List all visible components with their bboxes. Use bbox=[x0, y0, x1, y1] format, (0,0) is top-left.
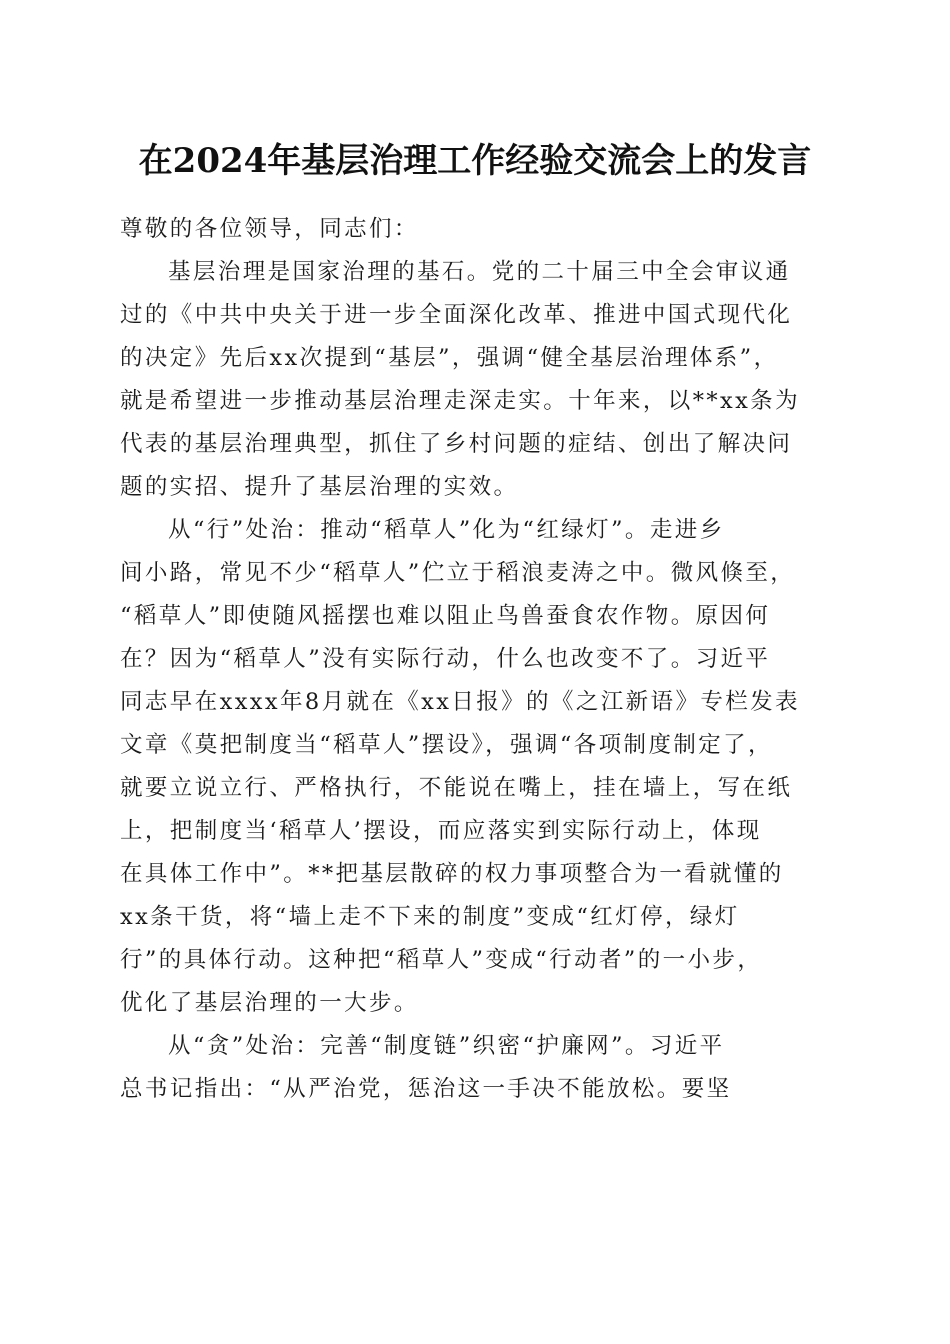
paragraph-line: 上，把制度当‘稻草人’摆设，而应落实到实际行动上，体现 bbox=[120, 818, 762, 844]
paragraph-line: 代表的基层治理典型，抓住了乡村问题的症结、创出了解决问 bbox=[120, 431, 793, 457]
paragraph-line: 就要立说立行、严格执行，不能说在嘴上，挂在墙上，写在纸 bbox=[120, 775, 793, 801]
paragraph-line: 的决定》先后xx次提到“基层”，强调“健全基层治理体系”， bbox=[120, 345, 779, 371]
paragraph-line: 在？因为“稻草人”没有实际行动，什么也改变不了。习近平 bbox=[120, 646, 771, 672]
paragraph-line: 从“行”处治：推动“稻草人”化为“红绿灯”。走进乡 bbox=[168, 517, 725, 543]
paragraph-line: 文章《莫把制度当“稻草人”摆设》，强调“各项制度制定了， bbox=[120, 732, 773, 758]
paragraph-line: “稻草人”即使随风摇摆也难以阻止鸟兽蚕食农作物。原因何 bbox=[120, 603, 771, 629]
paragraph-line: 基层治理是国家治理的基石。党的二十届三中全会审议通 bbox=[168, 259, 791, 285]
document-body bbox=[120, 208, 840, 1111]
paragraph-line: 在具体工作中”。**把基层散碎的权力事项整合为一看就懂的 bbox=[120, 861, 784, 887]
paragraph-line: 从“贪”处治：完善“制度链”织密“护廉网”。习近平 bbox=[168, 1033, 725, 1059]
paragraph-line: 总书记指出：“从严治党，惩治这一手决不能放松。要坚 bbox=[120, 1076, 732, 1102]
document-title: 在2024年基层治理工作经验交流会上的发言 bbox=[138, 141, 812, 181]
paragraph-line: 题的实招、提升了基层治理的实效。 bbox=[120, 474, 519, 500]
paragraph-line: 过的《中共中央关于进一步全面深化改革、推进中国式现代化 bbox=[120, 302, 793, 328]
salutation: 尊敬的各位领导，同志们： bbox=[120, 216, 419, 242]
paragraph-line: 间小路，常见不少“稻草人”伫立于稻浪麦涛之中。微风倏至， bbox=[120, 560, 796, 586]
paragraph-line: xx条干货，将“墙上走不下来的制度”变成“红灯停，绿灯 bbox=[120, 904, 740, 930]
paragraph-line: 行”的具体行动。这种把“稻草人”变成“行动者”的一小步， bbox=[120, 947, 763, 973]
paragraph-line: 优化了基层治理的一大步。 bbox=[120, 990, 419, 1016]
paragraph-line: 就是希望进一步推动基层治理走深走实。十年来，以**xx条为 bbox=[120, 388, 800, 414]
paragraph-line: 同志早在xxxx年8月就在《xx日报》的《之江新语》专栏发表 bbox=[120, 689, 800, 715]
